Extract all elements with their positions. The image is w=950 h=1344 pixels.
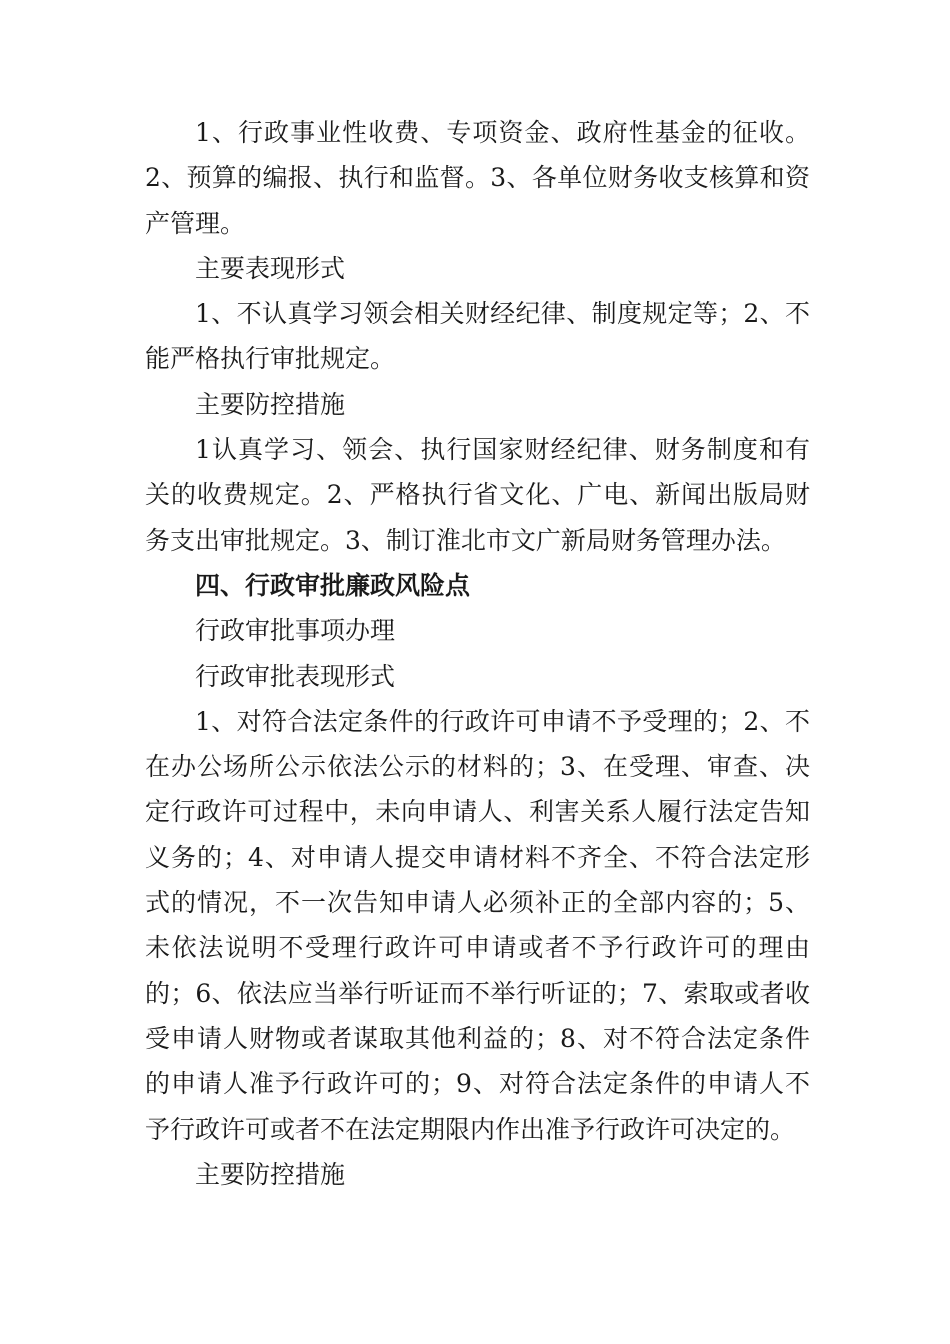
paragraph-forms-list: 1、不认真学习领会相关财经纪律、制度规定等；2、不能严格执行审批规定。: [145, 299, 810, 374]
document-page: [145, 110, 810, 1197]
paragraph-fee-collection: 1、行政事业性收费、专项资金、政府性基金的征收。2、预算的编报、执行和监督。3、各单位财务收支核算和资产管理。: [145, 118, 810, 238]
section-heading-admin-approval: 四、行政审批廉政风险点: [195, 570, 471, 600]
paragraph-approval-risks: 1、对符合法定条件的行政许可申请不予受理的；2、不在办公场所公示依法公示的材料的；3、在受理、审查、决定行政许可过程中，未向申请人、利害关系人履行法定告知义务的；4、对申请人提交申请材料不齐全、不符合法定形式的情况，不一次告知申请人必须补正的全部内容的；5、未依法说明不受理行政许可申请或者不予行政许可的理由的；6、依法应当举行听证而不举行听证的；7、索取或者收受申请人财物或者谋取其他利益的；8、对不符合法定条件的申请人准予行政许可的；9、对符合法定条件的申请人不予行政许可或者不在法定期限内作出准予行政许可决定的。: [145, 706, 810, 1144]
subheading-prevention-measures: 主要防控措施: [195, 389, 346, 419]
subheading-main-forms: 主要表现形式: [195, 253, 346, 283]
subheading-prevention-measures-2: 主要防控措施: [195, 1159, 346, 1189]
subheading-approval-forms: 行政审批表现形式: [195, 661, 396, 691]
subheading-approval-handling: 行政审批事项办理: [195, 616, 396, 646]
paragraph-measures-list: 1认真学习、领会、执行国家财经纪律、财务制度和有关的收费规定。2、严格执行省文化、广电、新闻出版局财务支出审批规定。3、制订淮北市文广新局财务管理办法。: [145, 435, 810, 555]
